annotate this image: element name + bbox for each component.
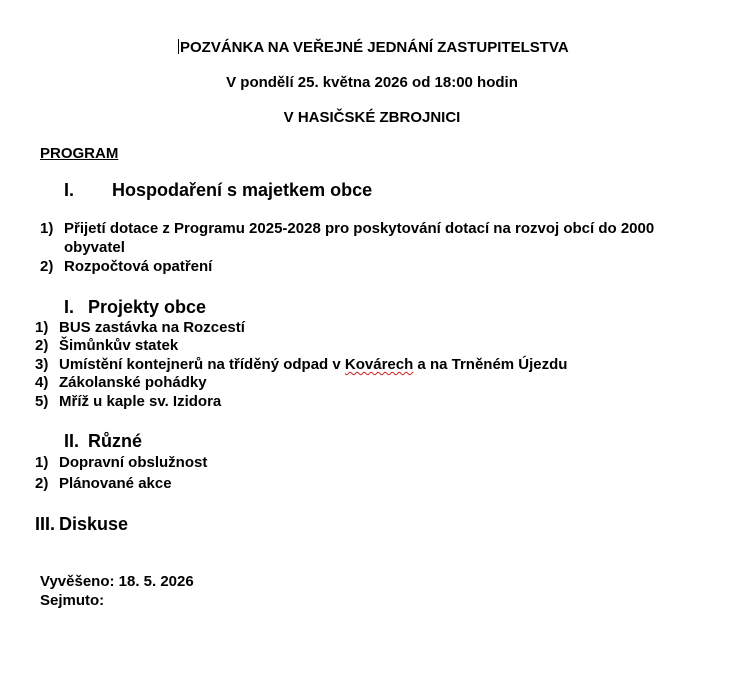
- list-item-number: 1): [40, 220, 54, 237]
- list-item-number: 1): [35, 454, 49, 471]
- section-3-number: II.: [64, 431, 80, 451]
- text-cursor: [178, 39, 179, 54]
- list-item-number: 2): [35, 475, 49, 492]
- list-item-number: 2): [35, 337, 49, 354]
- section-4-number: III.: [35, 514, 56, 534]
- list-item: Mříž u kaple sv. Izidora: [59, 393, 222, 410]
- spellcheck-word: Kovárech: [344, 356, 414, 373]
- list-item-number: 5): [35, 393, 49, 410]
- list-item-number: 2): [40, 258, 54, 275]
- list-item: BUS zastávka na Rozcestí: [59, 319, 245, 336]
- program-label: PROGRAM: [40, 145, 119, 162]
- section-2-title: Projekty obce: [88, 297, 207, 317]
- list-item-number: 3): [35, 356, 49, 373]
- removed-date: Sejmuto:: [40, 592, 105, 609]
- list-item: Šimůnkův statek: [59, 337, 179, 354]
- list-item: Rozpočtová opatření: [64, 258, 213, 275]
- section-3-title: Různé: [88, 431, 142, 451]
- section-1-title: Hospodaření s majetkem obce: [112, 180, 373, 200]
- posted-date: Vyvěšeno: 18. 5. 2026: [40, 573, 194, 590]
- list-item: Zákolanské pohádky: [59, 374, 207, 391]
- list-item: Dopravní obslužnost: [59, 454, 208, 471]
- list-item-number: 4): [35, 374, 49, 391]
- meeting-place: V HASIČSKÉ ZBROJNICI: [283, 109, 461, 126]
- document-title: POZVÁNKA NA VEŘEJNÉ JEDNÁNÍ ZASTUPITELSTVA: [180, 39, 569, 56]
- list-item: Umístění kontejnerů na tříděný odpad v Kovárech a na Trněném Újezdu: [59, 356, 568, 373]
- section-4-title: Diskuse: [59, 514, 129, 534]
- list-item-continuation: obyvatel: [64, 239, 125, 256]
- section-2-number: I.: [64, 297, 75, 317]
- section-1-number: I.: [64, 180, 75, 200]
- list-item-number: 1): [35, 319, 49, 336]
- list-item: Plánované akce: [59, 475, 172, 492]
- meeting-date: V pondělí 25. května 2026 od 18:00 hodin: [226, 74, 518, 91]
- list-item: Přijetí dotace z Programu 2025-2028 pro poskytování dotací na rozvoj obcí do 2000: [64, 220, 655, 237]
